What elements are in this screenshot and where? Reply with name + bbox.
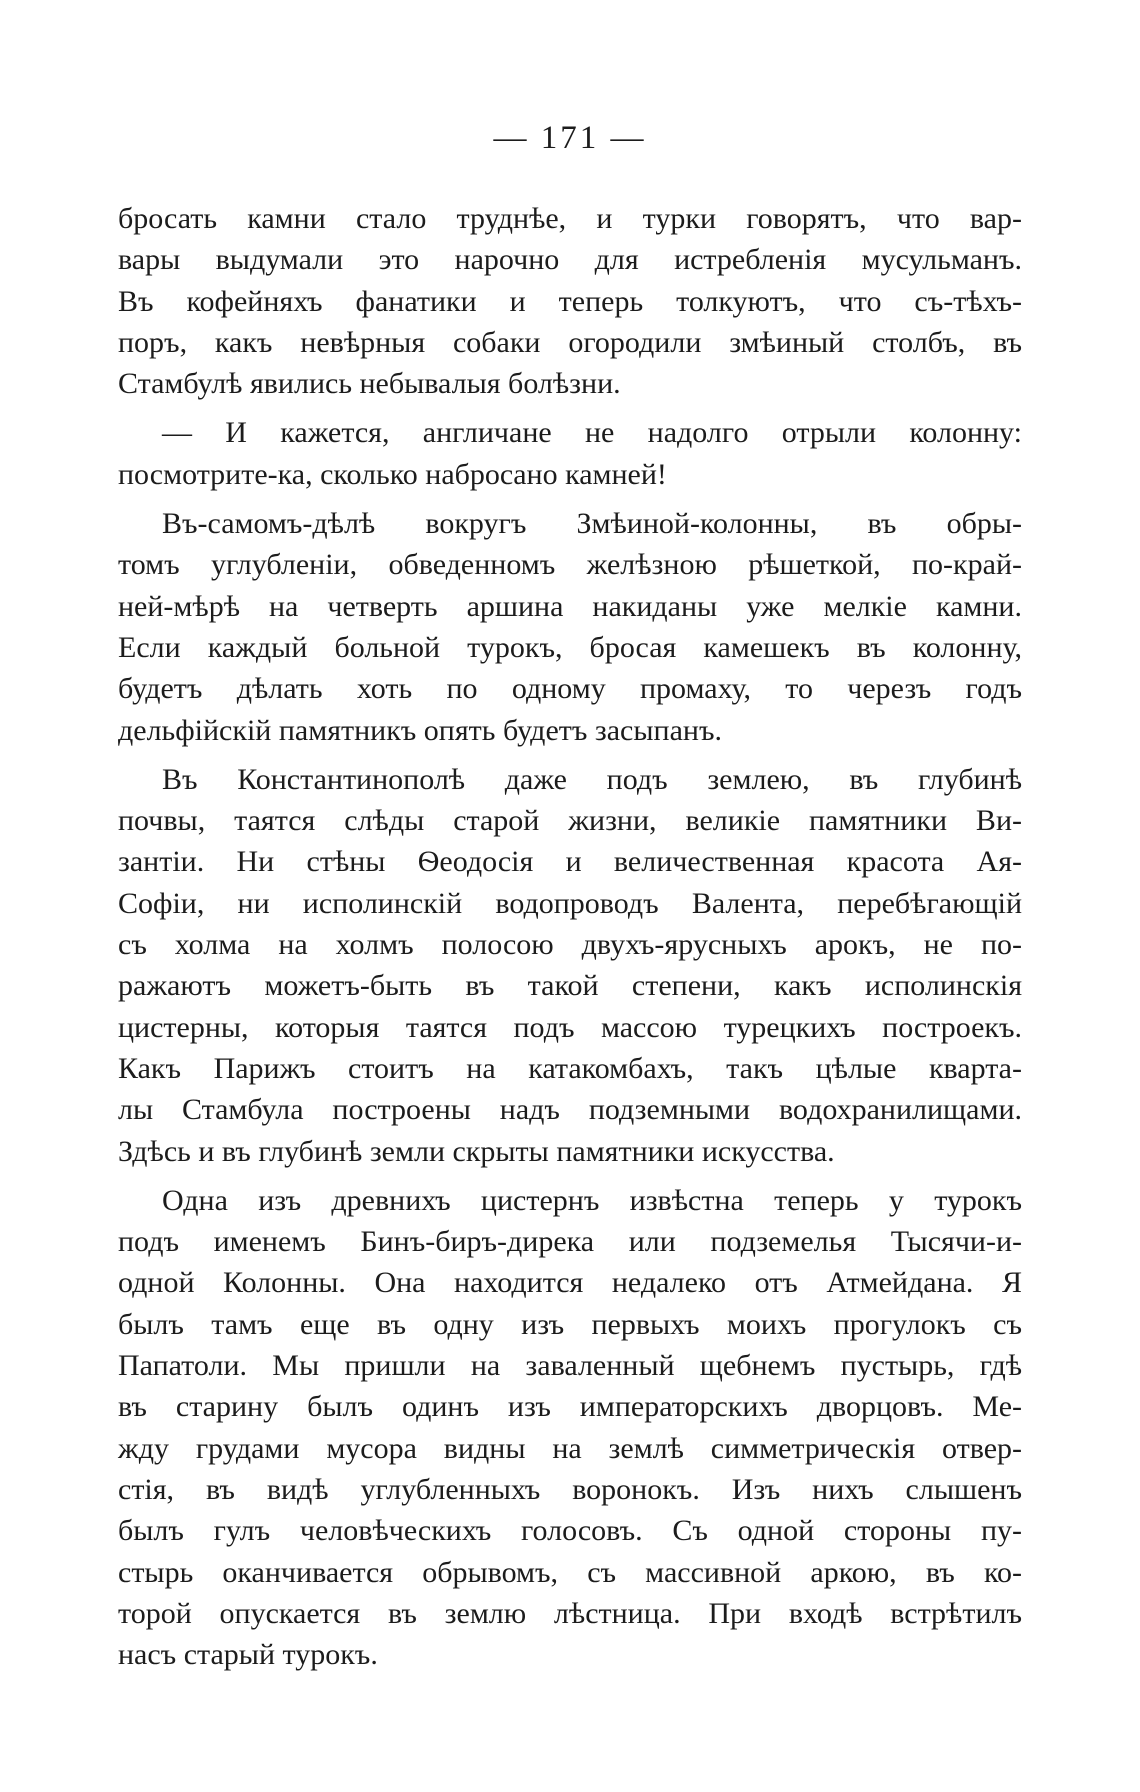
text-line: ней-мѣрѣ на четверть аршина накиданы уже мелкіе камни. bbox=[118, 589, 1022, 623]
text-line: Одна изъ древнихъ цистернъ извѣстна теперь у турокъ bbox=[162, 1183, 1022, 1217]
text-line: лы Стамбула построены надъ подземными водохранилищами. bbox=[118, 1093, 1022, 1127]
text-line: ражаютъ можетъ-быть въ такой степени, какъ исполинскія bbox=[118, 969, 1022, 1003]
text-line: Въ кофейняхъ фанатики и теперь толкуютъ, что съ-тѣхъ- bbox=[118, 284, 1022, 318]
text-line: съ холма на холмъ полосою двухъ-ярусныхъ арокъ, не по- bbox=[118, 928, 1022, 962]
text-line: вары выдумали это нарочно для истребленія мусульманъ. bbox=[118, 243, 1022, 277]
text-line: Какъ Парижъ стоитъ на катакомбахъ, такъ цѣлые кварта- bbox=[118, 1051, 1022, 1085]
text-line: стырь оканчивается обрывомъ, съ массивной аркою, въ ко- bbox=[118, 1555, 1022, 1589]
text-line: посмотрите-ка, сколько наброcано камней! bbox=[118, 457, 667, 491]
text-line: Если каждый больной турокъ, бросая камешекъ въ колонну, bbox=[118, 630, 1022, 664]
text-line: дельфійскій памятникъ опять будетъ засыпанъ. bbox=[118, 713, 722, 747]
text-line: Софіи, ни исполинскій водопроводъ Валента, перебѣгающій bbox=[118, 886, 1022, 920]
text-line: Папатоли. Мы пришли на заваленный щебнемъ пустырь, гдѣ bbox=[118, 1349, 1022, 1383]
text-line: будетъ дѣлать хоть по одному промаху, то черезъ годъ bbox=[118, 672, 1022, 706]
text-line: Въ Константинополѣ даже подъ землею, въ глубинѣ bbox=[162, 762, 1022, 796]
page-number: — 171 — bbox=[493, 120, 647, 156]
text-line: почвы, таятся слѣды старой жизни, великіе памятники Ви- bbox=[118, 804, 1022, 838]
paragraph bbox=[118, 412, 1022, 495]
text-line: — И кажется, англичане не надолго отрыли колонну: bbox=[162, 416, 1022, 450]
text-line: былъ тамъ еще въ одну изъ первыхъ моихъ прогулокъ съ bbox=[118, 1307, 1022, 1341]
text-line: жду грудами мусора видны на землѣ симметрическія отвер- bbox=[118, 1431, 1022, 1465]
text-line: Стамбулѣ явились небывалыя болѣзни. bbox=[118, 367, 621, 401]
text-line: бросать камни стало труднѣе, и турки говорятъ, что вар- bbox=[118, 202, 1022, 235]
text-line: въ старину былъ одинъ изъ императорскихъ дворцовъ. Ме- bbox=[118, 1390, 1022, 1424]
text-line: торой опускается въ землю лѣстница. При входѣ встрѣтилъ bbox=[118, 1596, 1022, 1630]
body-text bbox=[118, 198, 1022, 1675]
paragraph bbox=[118, 759, 1022, 1172]
text-line: томъ углубленіи, обведенномъ желѣзною рѣшеткой, по-край- bbox=[118, 548, 1022, 582]
text-line: подъ именемъ Бинъ-биръ-дирека или подземелья Тысячи-и- bbox=[118, 1225, 1022, 1259]
text-line: насъ старый турокъ. bbox=[118, 1638, 378, 1672]
text-line: стія, въ видѣ углубленныхъ воронокъ. Изъ нихъ слышенъ bbox=[118, 1472, 1022, 1506]
paragraph bbox=[118, 198, 1022, 404]
paragraph bbox=[118, 503, 1022, 751]
text-line: поръ, какъ невѣрныя собаки огородили змѣиный столбъ, въ bbox=[118, 325, 1022, 359]
text-line: Здѣсь и въ глубинѣ земли скрыты памятники искусства. bbox=[118, 1134, 835, 1168]
text-line: одной Колонны. Она находится недалеко отъ Атмейдана. Я bbox=[118, 1266, 1022, 1300]
text-line: былъ гулъ человѣческихъ голосовъ. Съ одной стороны пу- bbox=[118, 1514, 1022, 1548]
paragraph bbox=[118, 1180, 1022, 1676]
text-line: зантіи. Ни стѣны Ѳеодосія и величественная красота Ая- bbox=[118, 845, 1022, 879]
text-line: Въ-самомъ-дѣлѣ вокругъ Змѣиной-колонны, въ обры- bbox=[162, 507, 1022, 541]
text-line: цистерны, которыя таятся подъ массою турецкихъ построекъ. bbox=[118, 1010, 1022, 1044]
